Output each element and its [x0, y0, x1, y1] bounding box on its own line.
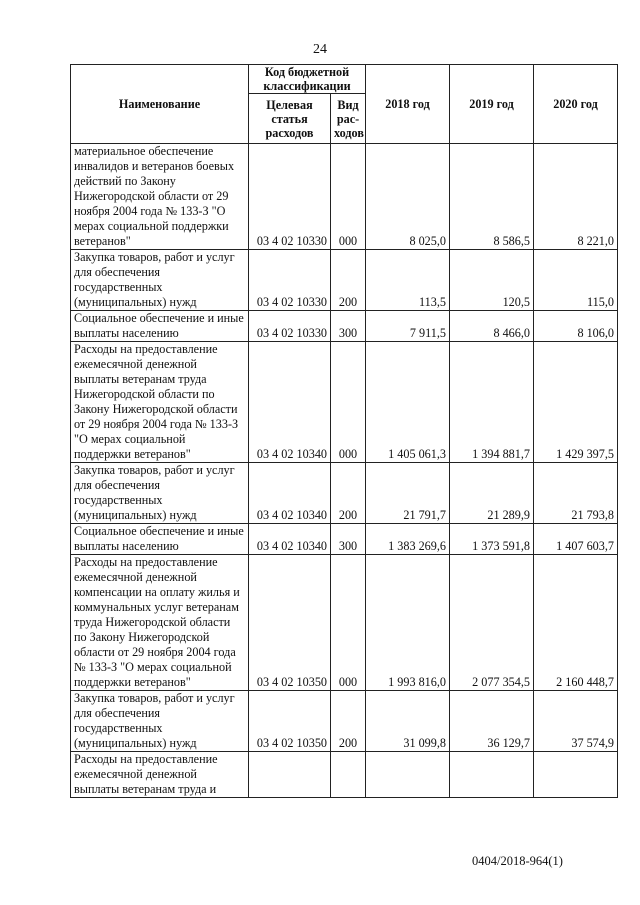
cell-y2019: 120,5: [450, 250, 534, 311]
cell-code: 03 4 02 10340: [249, 463, 331, 524]
cell-y2019: 2 077 354,5: [450, 555, 534, 691]
table-row: [71, 691, 618, 752]
cell-y2020: 8 221,0: [534, 144, 618, 250]
cell-name: Закупка товаров, работ и услуг для обеспечения государственных (муниципальных) нужд: [71, 691, 249, 752]
header-target-article: Целевая статья расходов: [249, 94, 331, 144]
cell-code: 03 4 02 10330: [249, 311, 331, 342]
cell-y2018: 7 911,5: [366, 311, 450, 342]
header-budget-code: Код бюджетной классификации: [249, 65, 366, 94]
cell-kind: 300: [331, 524, 366, 555]
table-body: [71, 144, 618, 798]
table-row: [71, 144, 618, 250]
cell-y2020: 115,0: [534, 250, 618, 311]
cell-kind: 200: [331, 250, 366, 311]
page-number: 24: [313, 42, 327, 57]
cell-kind: 300: [331, 311, 366, 342]
cell-y2019: [450, 752, 534, 798]
table-row: [71, 311, 618, 342]
cell-kind: 200: [331, 691, 366, 752]
cell-code: 03 4 02 10340: [249, 342, 331, 463]
cell-y2018: 21 791,7: [366, 463, 450, 524]
header-2020: 2020 год: [534, 65, 618, 144]
cell-y2018: 113,5: [366, 250, 450, 311]
cell-kind: 200: [331, 463, 366, 524]
header-2018: 2018 год: [366, 65, 450, 144]
budget-table: [70, 64, 618, 798]
header-name: Наименование: [71, 65, 249, 144]
cell-code: 03 4 02 10330: [249, 144, 331, 250]
header-expense-kind: Вид рас-ходов: [331, 94, 366, 144]
table-row: [71, 524, 618, 555]
cell-y2018: 1 405 061,3: [366, 342, 450, 463]
cell-name: Закупка товаров, работ и услуг для обеспечения государственных (муниципальных) нужд: [71, 463, 249, 524]
table-row: [71, 250, 618, 311]
cell-code: 03 4 02 10330: [249, 250, 331, 311]
cell-name: материальное обеспечение инвалидов и ветеранов боевых действий по Закону Нижегородской области от 29 ноября 2004 года № 133-З "О мерах социальной поддержки ветеранов": [71, 144, 249, 250]
cell-y2019: 36 129,7: [450, 691, 534, 752]
cell-y2020: 1 407 603,7: [534, 524, 618, 555]
table-row: [71, 463, 618, 524]
cell-name: Расходы на предоставление ежемесячной денежной выплаты ветеранам труда и: [71, 752, 249, 798]
cell-y2020: [534, 752, 618, 798]
cell-code: 03 4 02 10340: [249, 524, 331, 555]
cell-code: [249, 752, 331, 798]
cell-y2020: 21 793,8: [534, 463, 618, 524]
cell-name: Расходы на предоставление ежемесячной денежной выплаты ветеранам труда Нижегородской области по Закону Нижегородской области от 29 ноября 2004 года № 133-З "О мерах социальной поддержки ветеранов": [71, 342, 249, 463]
table-row: [71, 752, 618, 798]
cell-name: Закупка товаров, работ и услуг для обеспечения государственных (муниципальных) нужд: [71, 250, 249, 311]
cell-name: Социальное обеспечение и иные выплаты населению: [71, 311, 249, 342]
cell-y2020: 1 429 397,5: [534, 342, 618, 463]
cell-y2018: 8 025,0: [366, 144, 450, 250]
table-row: [71, 342, 618, 463]
cell-y2019: 1 394 881,7: [450, 342, 534, 463]
cell-y2019: 8 466,0: [450, 311, 534, 342]
cell-y2019: 21 289,9: [450, 463, 534, 524]
cell-code: 03 4 02 10350: [249, 691, 331, 752]
cell-y2018: [366, 752, 450, 798]
cell-kind: 000: [331, 555, 366, 691]
header-2019: 2019 год: [450, 65, 534, 144]
cell-kind: [331, 752, 366, 798]
cell-kind: 000: [331, 342, 366, 463]
cell-y2020: 8 106,0: [534, 311, 618, 342]
cell-code: 03 4 02 10350: [249, 555, 331, 691]
document-code: 0404/2018-964(1): [472, 854, 563, 868]
cell-y2018: 1 383 269,6: [366, 524, 450, 555]
cell-y2019: 8 586,5: [450, 144, 534, 250]
table-row: [71, 555, 618, 691]
cell-name: Расходы на предоставление ежемесячной денежной компенсации на оплату жилья и коммунальных услуг ветеранам труда Нижегородской области по Закону Нижегородской области от 29 ноября 2004 года № 133-З "О мерах социальной поддержки ветеранов": [71, 555, 249, 691]
cell-y2018: 1 993 816,0: [366, 555, 450, 691]
cell-y2020: 37 574,9: [534, 691, 618, 752]
cell-y2018: 31 099,8: [366, 691, 450, 752]
cell-name: Социальное обеспечение и иные выплаты населению: [71, 524, 249, 555]
cell-y2020: 2 160 448,7: [534, 555, 618, 691]
cell-y2019: 1 373 591,8: [450, 524, 534, 555]
cell-kind: 000: [331, 144, 366, 250]
